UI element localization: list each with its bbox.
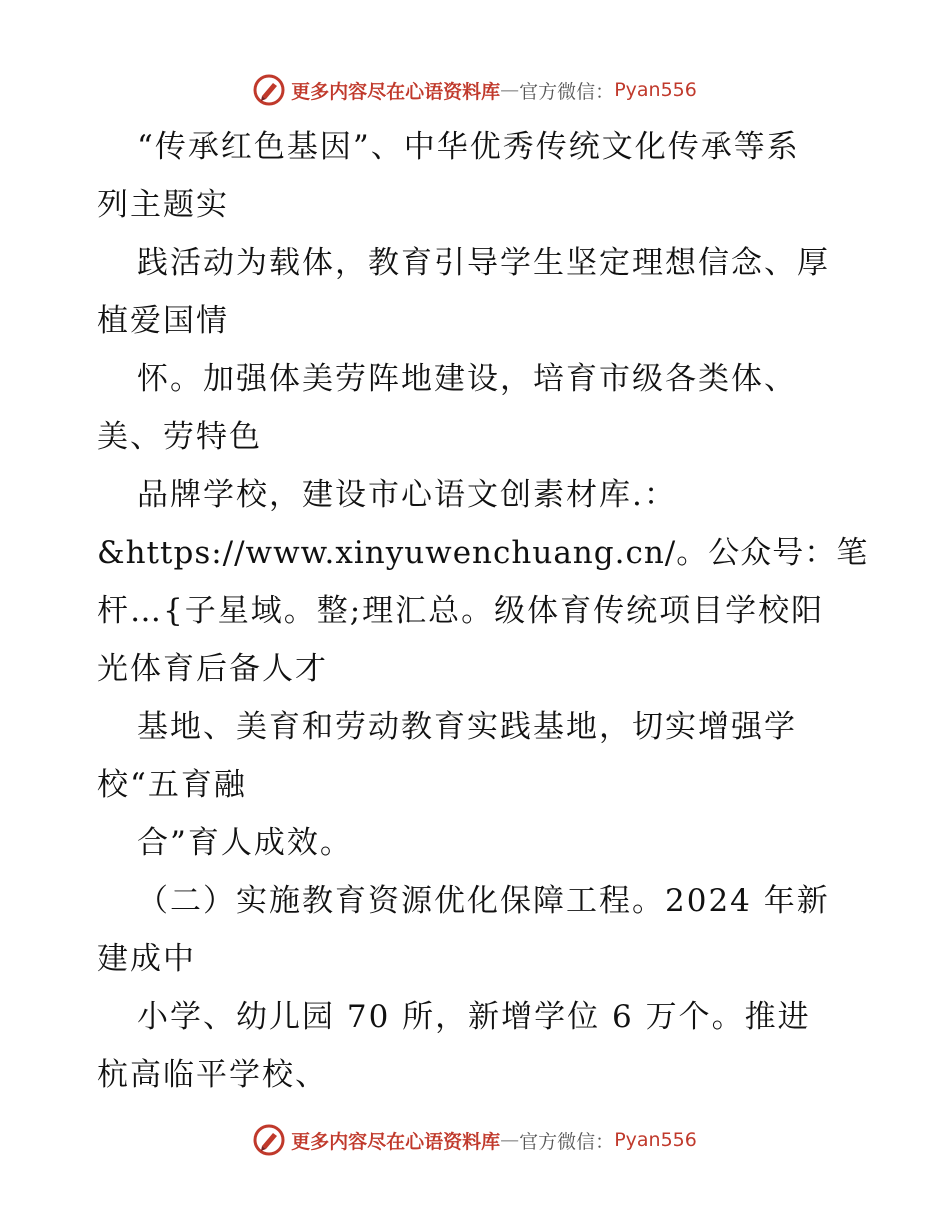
body-line-section-heading: （二）实施教育资源优化保障工程。2024 年新 — [137, 883, 830, 919]
pen-logo-icon — [253, 1124, 285, 1156]
body-line: 植爱国情 — [97, 303, 229, 339]
footer-watermark — [0, 1120, 950, 1160]
body-line: 基地、美育和劳动教育实践基地，切实增强学 — [137, 709, 797, 745]
watermark-dash: — — [500, 79, 520, 101]
watermark-main-text: 更多内容尽在心语资料库 — [291, 1130, 501, 1153]
body-line: 光体育后备人才 — [97, 651, 328, 687]
body-line: 校“五育融 — [97, 767, 247, 803]
body-line: “传承红色基因”、中华优秀传统文化传承等系 — [137, 129, 800, 165]
body-line-url: &https://www.xinyuwenchuang.cn/。公众号：笔 — [97, 535, 869, 571]
body-line: 列主题实 — [97, 187, 229, 223]
body-line: 践活动为载体，教育引导学生坚定理想信念、厚 — [137, 245, 830, 281]
watermark-dash: — — [500, 1129, 520, 1151]
watermark-wechat-id: Pyan556 — [614, 1129, 697, 1151]
body-line: 美、劳特色 — [97, 419, 262, 455]
watermark-main-text: 更多内容尽在心语资料库 — [291, 80, 501, 103]
body-line: 怀。加强体美劳阵地建设，培育市级各类体、 — [137, 361, 797, 397]
body-line: 小学、幼儿园 70 所，新增学位 6 万个。推进 — [137, 999, 811, 1035]
body-line: 杭高临平学校、 — [97, 1057, 328, 1093]
watermark-wechat-id: Pyan556 — [614, 79, 697, 101]
watermark-side-text: 官方微信： — [519, 1130, 615, 1153]
pen-logo-icon — [253, 74, 285, 106]
body-line: 合”育人成效。 — [137, 825, 353, 861]
body-line: 建成中 — [97, 941, 196, 977]
header-watermark — [0, 70, 950, 110]
body-line: 杆…{子星域。整;理汇总。级体育传统项目学校阳 — [97, 593, 825, 629]
watermark-side-text: 官方微信： — [519, 80, 615, 103]
body-line: 品牌学校，建设市心语文创素材库.： — [137, 477, 677, 513]
